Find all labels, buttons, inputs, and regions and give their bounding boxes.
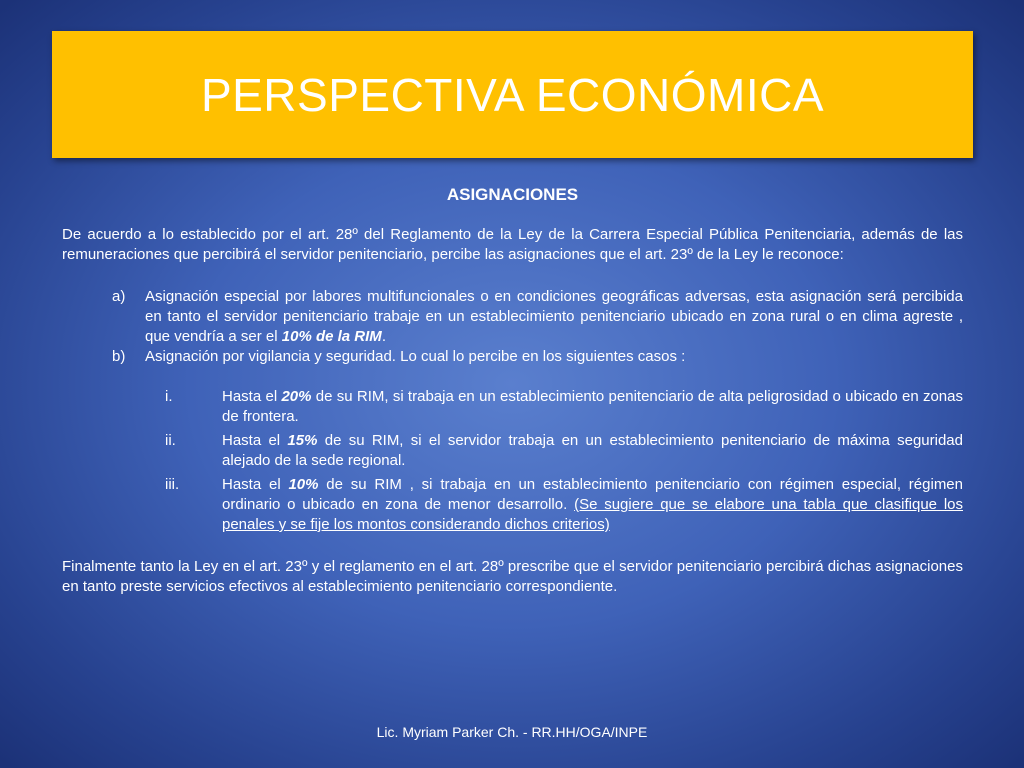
- case-prefix: Hasta el: [222, 432, 288, 449]
- case-item-i: [62, 387, 963, 427]
- case-text: de su RIM, si trabaja en un establecimiento penitenciario de alta peligrosidad o ubicado en zonas de frontera.: [222, 388, 963, 425]
- intro-paragraph: De acuerdo a lo establecido por el art. 28º del Reglamento de la Ley de la Carrera Especial Pública Penitenciaria, además de las remuneraciones que percibirá el servidor penitenciario, percibe las asignaciones que el art. 23º de la Ley le reconoce:: [62, 226, 963, 263]
- slide-body: [62, 183, 963, 597]
- section-subtitle: ASIGNACIONES: [446, 185, 579, 204]
- case-text: de su RIM , si trabaja en un establecimiento penitenciario con régimen especial, régimen ordinario o ubicado en zona de menor desarrollo.: [222, 476, 963, 513]
- assignment-list: [62, 287, 963, 367]
- title-band: [52, 31, 973, 158]
- list-marker: ii.: [165, 432, 176, 449]
- case-item-ii: [62, 431, 963, 471]
- case-percentage: 15%: [287, 432, 318, 449]
- assignment-item-a: [62, 287, 963, 347]
- case-text: de su RIM, si el servidor trabaja en un establecimiento penitenciario de máxima seguridad alejado de la sede regional.: [222, 432, 963, 469]
- assignment-text: Asignación especial por labores multifuncionales o en condiciones geográficas adversas, esta asignación será percibida en tanto el servidor penitenciario trabaje en un establecimiento penitenciario ubicado en zona rural o en clima agreste , que vendría a ser el: [145, 288, 963, 345]
- list-marker: iii.: [165, 476, 180, 493]
- case-percentage: 20%: [281, 388, 312, 405]
- case-prefix: Hasta el: [222, 388, 282, 405]
- assignment-text: Asignación por vigilancia y seguridad. Lo cual lo percibe en los siguientes casos :: [145, 348, 686, 365]
- slide-title: PERSPECTIVA ECONÓMICA: [200, 68, 825, 121]
- list-marker: b): [112, 348, 126, 365]
- assignment-emphasis: 10% de la RIM: [281, 328, 382, 345]
- case-note: (Se sugiere que se elabore una tabla que clasifique los penales y se fije los montos considerando dichos criterios): [222, 496, 963, 533]
- case-item-iii: [62, 475, 963, 535]
- list-marker: a): [112, 288, 126, 305]
- case-prefix: Hasta el: [222, 476, 289, 493]
- slide-footer: Lic. Myriam Parker Ch. - RR.HH/OGA/INPE: [376, 724, 648, 740]
- list-marker: i.: [165, 388, 173, 405]
- assignment-end: .: [381, 328, 386, 345]
- assignment-item-b: [62, 347, 963, 367]
- closing-paragraph: Finalmente tanto la Ley en el art. 23º y el reglamento en el art. 28º prescribe que el servidor penitenciario percibirá dichas asignaciones en tanto preste servicios efectivos al establecimiento penitenciario correspondiente.: [62, 558, 963, 595]
- cases-list: [62, 387, 963, 535]
- case-percentage: 10%: [288, 476, 319, 493]
